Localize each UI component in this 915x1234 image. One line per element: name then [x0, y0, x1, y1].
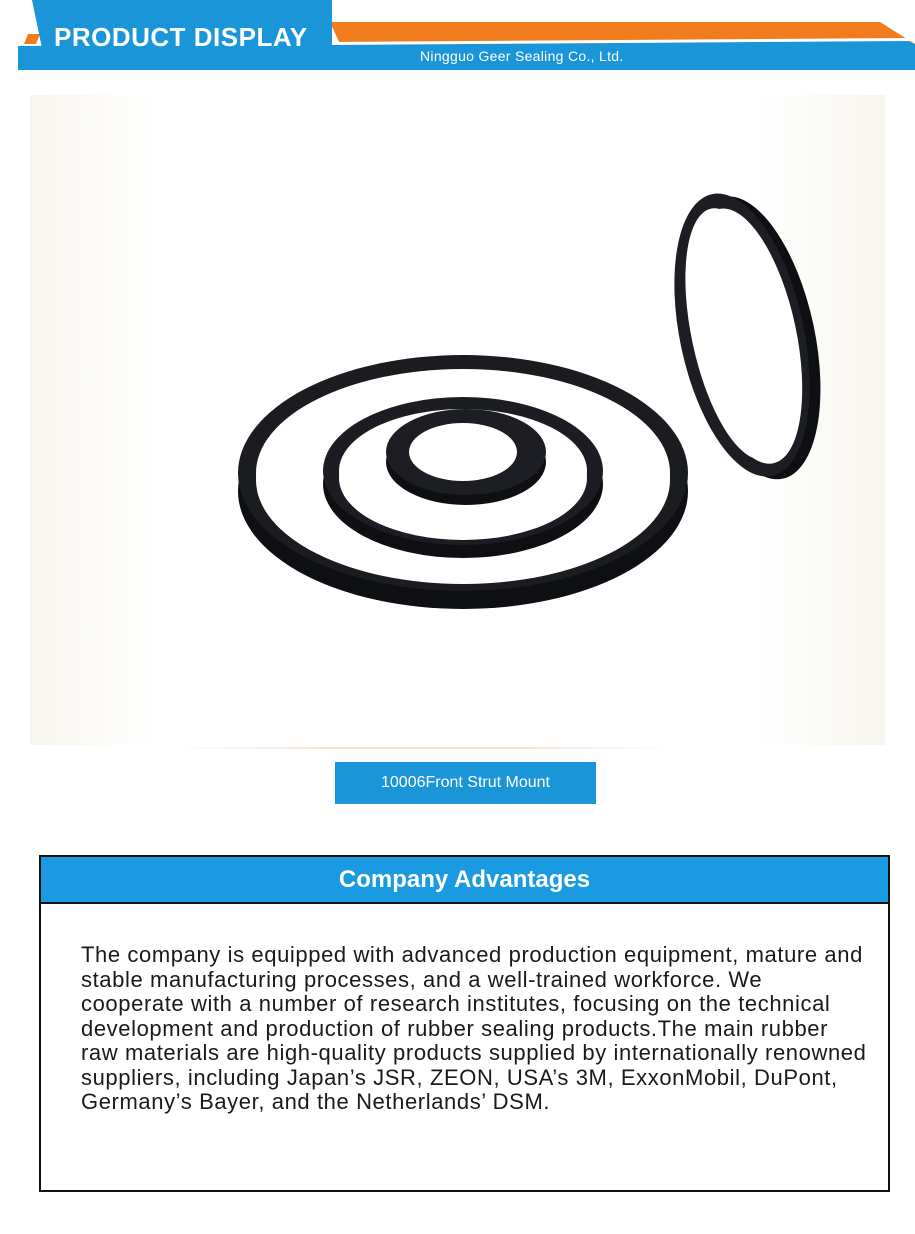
product-image — [30, 95, 885, 745]
company-name: Ningguo Geer Sealing Co., Ltd. — [420, 48, 624, 64]
product-caption: 10006Front Strut Mount — [335, 762, 596, 804]
photo-divider — [175, 747, 670, 749]
advantages-body: The company is equipped with advanced production equipment, mature and stable manufacturing processes, and a well-trained workforce. We cooperate with a number of research institutes, focusing on the technical development and production of rubber sealing products.The main rubber raw materials are high-quality products supplied by internationally renowned suppliers, including Japan’s JSR, ZEON, USA’s 3M, ExxonMobil, DuPont, Germany’s Bayer, and the Netherlands’ DSM. — [81, 942, 867, 1114]
advantages-box — [39, 855, 890, 1192]
advantages-heading: Company Advantages — [41, 857, 888, 904]
header-banner — [0, 0, 915, 80]
page-title: PRODUCT DISPLAY — [54, 22, 308, 52]
